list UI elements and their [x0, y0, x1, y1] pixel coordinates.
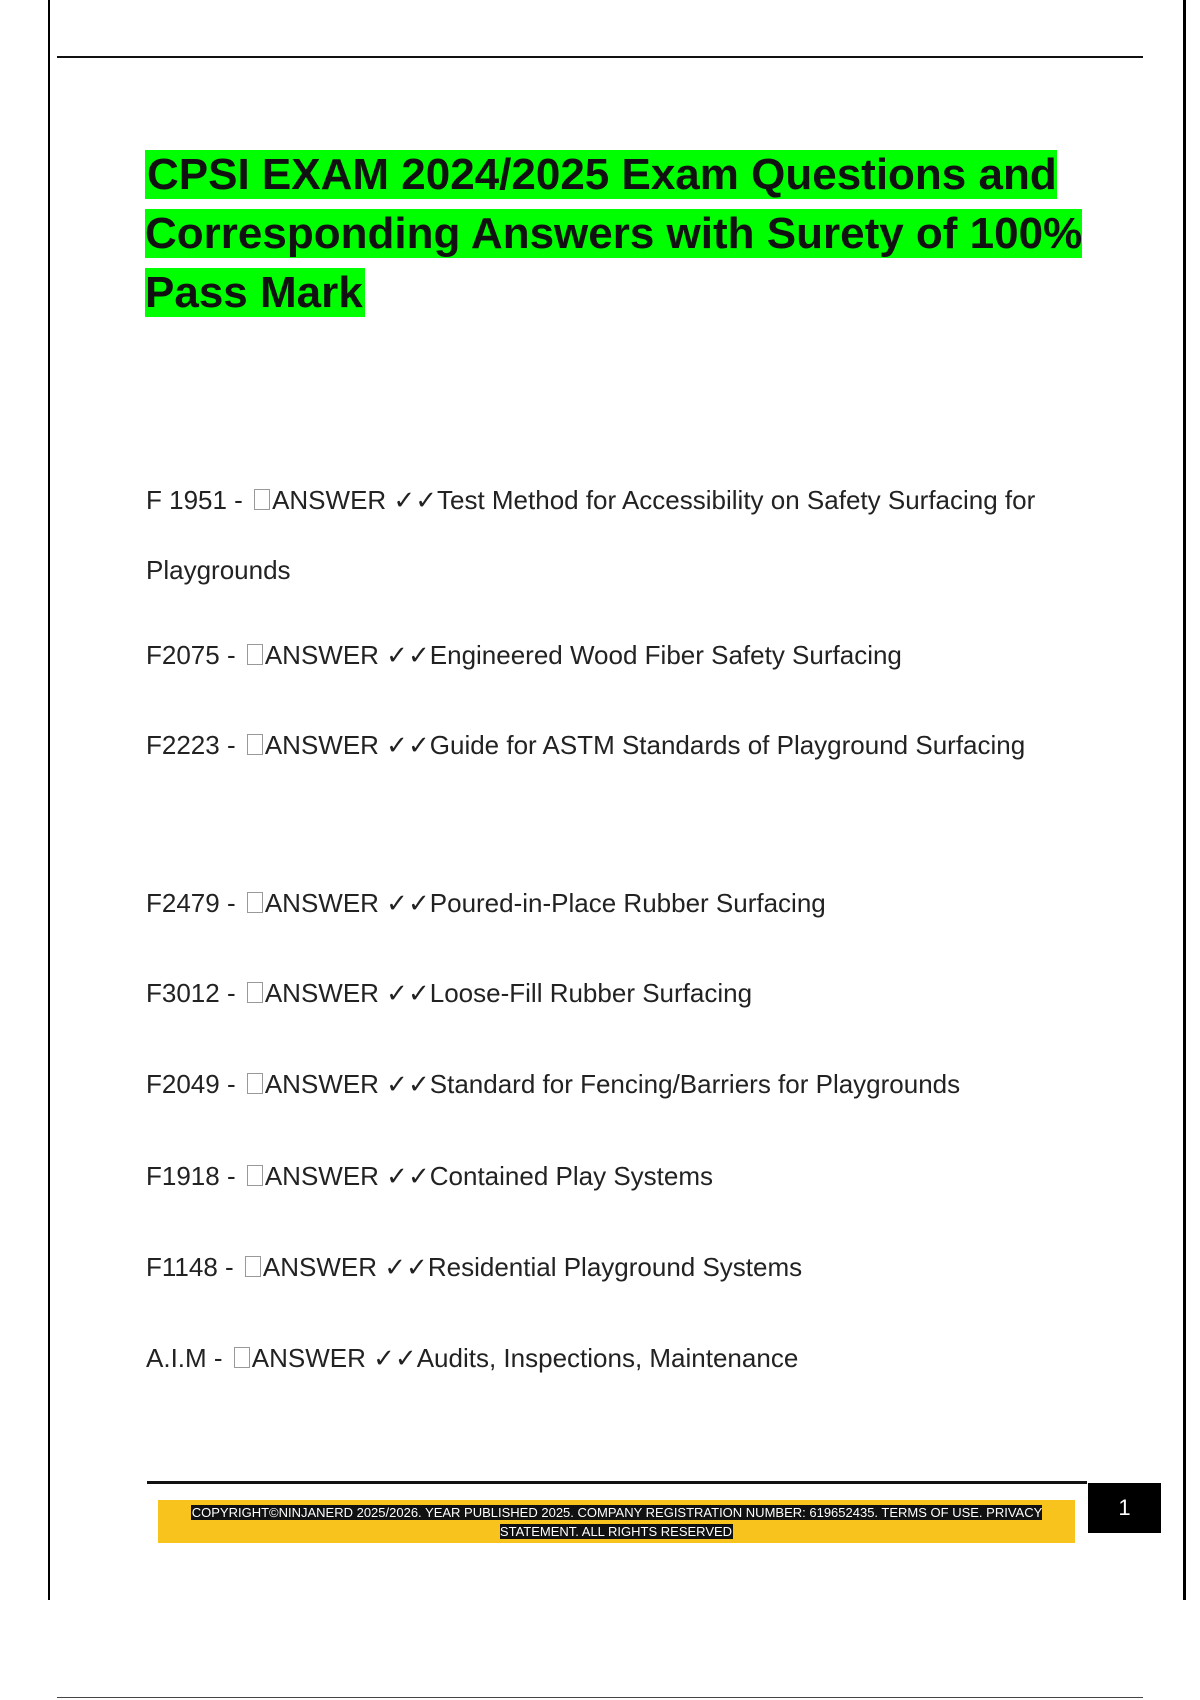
next-page-rule — [57, 1697, 1143, 1698]
qa-item: F1148 - ANSWER ✓✓Residential Playground Systems — [146, 1252, 803, 1282]
missing-glyph-icon — [247, 644, 263, 665]
page-border-right — [1183, 0, 1186, 1600]
qa-item: F2049 - ANSWER ✓✓Standard for Fencing/Barriers for Playgrounds — [146, 1069, 961, 1099]
footer-rule — [147, 1481, 1087, 1484]
missing-glyph-icon — [247, 1165, 263, 1186]
missing-glyph-icon — [247, 982, 263, 1003]
qa-item: F3012 - ANSWER ✓✓Loose-Fill Rubber Surfacing — [146, 978, 753, 1008]
qa-item: A.I.M - ANSWER ✓✓Audits, Inspections, Maintenance — [146, 1343, 799, 1373]
page-border-left — [48, 0, 50, 1600]
document-title: CPSI EXAM 2024/2025 Exam Questions and Corresponding Answers with Surety of 100% Pass Mark — [145, 150, 1083, 317]
qa-item: F2075 - ANSWER ✓✓Engineered Wood Fiber Safety Surfacing — [146, 640, 902, 670]
header-rule — [57, 56, 1143, 58]
missing-glyph-icon — [247, 892, 263, 913]
missing-glyph-icon — [234, 1347, 250, 1368]
qa-item: F2479 - ANSWER ✓✓Poured-in-Place Rubber Surfacing — [146, 888, 826, 918]
missing-glyph-icon — [254, 489, 270, 510]
qa-item: F1918 - ANSWER ✓✓Contained Play Systems — [146, 1161, 714, 1191]
missing-glyph-icon — [247, 1073, 263, 1094]
page-number: 1 — [1088, 1483, 1161, 1533]
missing-glyph-icon — [247, 734, 263, 755]
footer-copyright: COPYRIGHT©NINJANERD 2025/2026. YEAR PUBLISHED 2025. COMPANY REGISTRATION NUMBER: 619652435. TERMS OF USE. PRIVACY STATEMENT. ALL RIGHTS RESERVED — [191, 1505, 1043, 1539]
missing-glyph-icon — [245, 1256, 261, 1277]
qa-item: F2223 - ANSWER ✓✓Guide for ASTM Standards of Playground Surfacing — [146, 730, 1026, 760]
qa-item: F 1951 - ANSWER ✓✓Test Method for Accessibility on Safety Surfacing for Playgrounds — [146, 485, 1036, 585]
